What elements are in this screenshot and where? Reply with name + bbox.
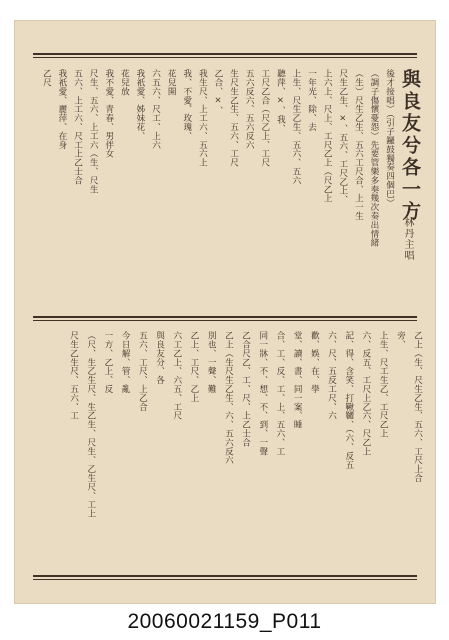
song-title: 與良友兮各一方: [399, 69, 421, 223]
notation-column: 五六、工尺、上乙合: [137, 331, 148, 412]
notation-column: 一方、乙上、反: [102, 331, 113, 394]
notation-column: 乙上、工尺、乙上: [188, 331, 199, 403]
notation-column: 我祇愛、姊妹花、: [134, 69, 145, 141]
notation-column: （調子傷懷憂怨）先要管樂多奏幾次奏出情緒: [368, 69, 379, 247]
notation-column: 同一牀、不、想、不、到、一聲: [257, 331, 268, 456]
top-rule-thin: [33, 57, 417, 58]
notation-column: 別也、一聲、難: [206, 331, 217, 394]
notation-column: 與良友分、各: [154, 331, 165, 385]
archive-caption: 20060021159_P011: [127, 610, 322, 633]
notation-column: 一年光、除、去: [306, 69, 317, 132]
notation-column: 乙合尺乙、工、尺、上乙士合: [240, 331, 251, 447]
document-page: [14, 20, 436, 604]
notation-column: 我祇愛、麗萍、在身: [56, 69, 67, 150]
notation-column: 上六上、尺上、工尺乙上（尺乙上: [322, 69, 333, 203]
notation-column: 乙上（生、尺生乙生、五六、工尺上合: [412, 331, 423, 483]
notation-column: 乙合、×、: [212, 69, 223, 115]
notation-column: 六五六、尺工、上六: [150, 69, 161, 150]
notation-column: 今日解、管、亂: [120, 331, 131, 394]
notation-column: 上生、尺生乙生、五六、五六: [290, 69, 301, 185]
notation-column: 六、尺、五反工尺、六: [326, 331, 337, 420]
singer-credit: 林丹主唱: [402, 217, 413, 261]
notation-column: 生尺生乙生、五六、工尺: [228, 69, 239, 167]
notation-column: 五六、上工六、尺工上乙士合: [72, 69, 83, 185]
notation-column: 工尺乙合（尺乙上、工尺: [259, 69, 270, 167]
bottom-rule-thin: [33, 579, 417, 580]
notation-column: （尺、生乙生尺、生乙生、尺生、乙生尺、工上: [85, 331, 96, 518]
notation-column: 尺生乙生尺、五六、工: [68, 331, 79, 420]
notation-column: 歡、娛、在、學: [309, 331, 320, 394]
notation-column: 我不愛、青春、男伴女: [103, 69, 114, 158]
notation-column: 花兒放: [119, 69, 130, 96]
top-rule: [33, 53, 417, 55]
notation-column: 乙尺: [41, 69, 52, 87]
notation-column: 我生尺、上工六、五六上: [197, 69, 208, 167]
notation-column: 後才接唱）（引子鑼鼓獨奏四個巴）: [384, 69, 395, 208]
notation-column: 五六反六、五六反六: [244, 69, 255, 150]
bottom-rule: [33, 575, 417, 577]
notation-column: 記、得、含笑、打鞦韆、（六、反五: [343, 331, 354, 470]
notation-column: 六工乙上、六五、工尺: [171, 331, 182, 420]
notation-column: 合、工、反、工、上、五六、工: [274, 331, 285, 456]
notation-column: 聽萍、×、我、: [275, 69, 286, 133]
notation-column: 尺生乙生、×、五六、工尺乙上、: [337, 69, 348, 204]
notation-column: 旁、: [395, 331, 406, 349]
notation-column: 我、不愛、玫瑰、: [181, 69, 192, 141]
notation-column: 上生、尺工生乙、工尺乙上: [378, 331, 389, 438]
notation-column: 六、反五、工尺上乙六、尺乙上: [360, 331, 371, 456]
notation-column: 尺生、五六、上工六（生、尺生: [88, 69, 99, 194]
notation-column: 乙上（生尺生乙生、六、五六反六: [223, 331, 234, 465]
middle-rule: [33, 316, 417, 318]
notation-column: 堂、讀、書、同一案、睡: [292, 331, 303, 429]
notation-column: （生）尺生乙生、五六工尺合、上一生: [353, 69, 364, 221]
middle-rule-thin: [33, 320, 417, 321]
notation-column: 花兒開: [166, 69, 177, 96]
